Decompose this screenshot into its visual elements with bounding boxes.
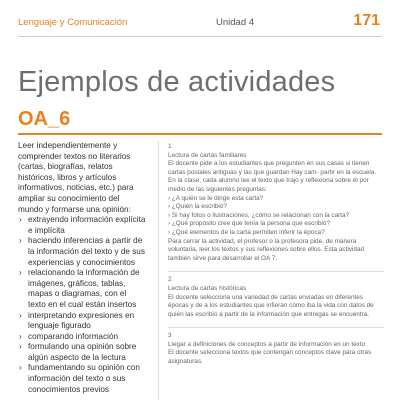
activity-number: 2 (168, 276, 172, 284)
activity-question: › Si hay fotos o ilustraciones, ¿cómo se relacionan con la carta? (168, 211, 350, 219)
activities-column (168, 141, 384, 367)
activity-title: Lectura de cartas familiares (168, 151, 247, 159)
activity-3 (168, 332, 384, 366)
page-title: Ejemplos de actividades (18, 66, 336, 98)
activity-text: El docente pide a los estudiantes que pregunten en sus casas si tienen cartas postales antiguas y las que guardan Hay cam- partir en la escuela. En la clase, cada alumno lee el texto que trajo y reflexiona sobre él por medio de las siguientes preguntas: (168, 160, 377, 193)
activity-divider (168, 271, 384, 272)
oa-code: OA_6 (18, 108, 71, 130)
activity-question: › ¿Qué propósito cree que tenía la persona que escribió? (168, 220, 330, 228)
activity-text: El docente selecciona una variedad de cartas enviadas en diferentes épocas y de a los estudiantes que infieran cómo iba la vida con datos de quién las escribió a partir de la información que entregas se encuentra. (168, 293, 374, 318)
activity-text: El docente selecciona textos que contengan conceptos clave para otras asignaturas. (168, 349, 372, 366)
objective-item: › fundamentando su opinión con información del texto o sus conocimientos previos (18, 363, 146, 395)
objective-intro: Leer independientemente y comprender textos no literarios (cartas, biografías, relatos históricos, libros y artículos informativos, noticias, etc.) para ampliar su conocimiento del mundo y formarse una opinión: (18, 141, 134, 214)
page-header (18, 14, 382, 30)
objective-item: › comparando información (18, 332, 146, 343)
activity-question: › ¿Quién la escribió? (168, 203, 227, 211)
objective-list (18, 215, 146, 395)
unit-label: Unidad 4 (216, 17, 255, 28)
activity-title: Lectura de cartas históricas (168, 284, 247, 292)
oa-divider (18, 133, 382, 135)
activity-question: › ¿Qué elementos de la carta permiten inferir la época? (168, 228, 325, 236)
subject-label: Lenguaje y Comunicación (18, 17, 128, 28)
activity-closing: Para cerrar la actividad, el profesor o la profesora pide, de manera voluntaria, leer los textos y sus reflexiones sobre ellos. Esta actividad también sirve para desarrollar el OA 7. (168, 237, 365, 262)
activity-1 (168, 143, 384, 263)
activity-2 (168, 276, 384, 319)
objective-item: › haciendo inferencias a partir de la información del texto y de sus experiencias y conocimientos (18, 236, 146, 268)
page-number: 171 (353, 12, 380, 29)
activity-number: 3 (168, 332, 172, 340)
objective-item: › extrayendo información explícita e implícita (18, 215, 146, 236)
activity-title: Llegar a definiciones de conceptos a partir de información en un texto (168, 340, 366, 348)
objective-item: › relacionando la información de imágenes, gráficos, tablas, mapas o diagramas, con el texto en el cual están insertos (18, 268, 146, 310)
activity-question: › ¿A quién se le dirige esta carta? (168, 194, 264, 202)
column-divider (158, 141, 159, 400)
objective-item: › interpretando expresiones en lenguaje figurado (18, 311, 146, 332)
activity-number: 1 (168, 143, 172, 150)
objective-column (18, 141, 146, 395)
header-divider (18, 36, 382, 37)
activity-divider (168, 327, 384, 328)
objective-item: › formulando una opinión sobre algún aspecto de la lectura (18, 342, 146, 363)
